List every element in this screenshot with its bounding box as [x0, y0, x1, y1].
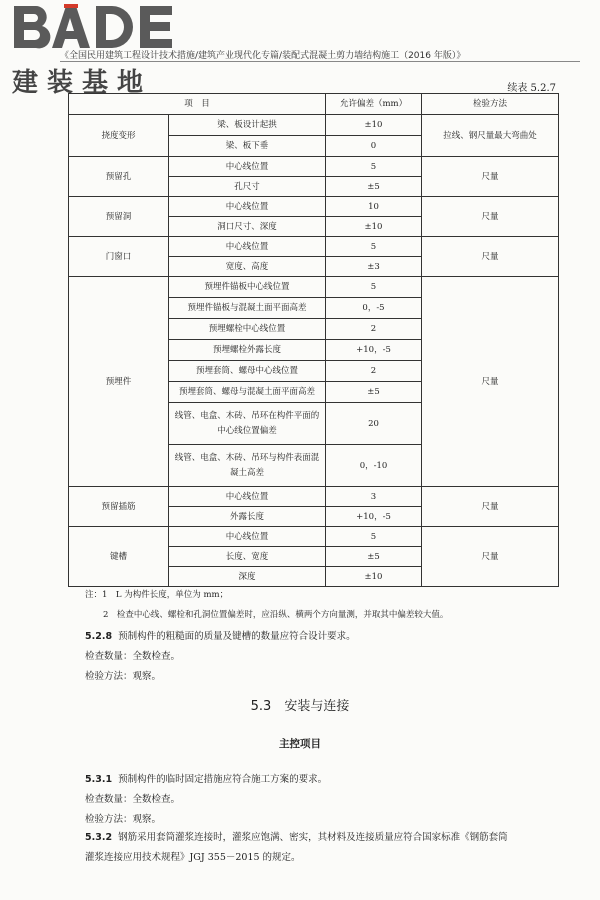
group-name: 挠度变形: [69, 115, 169, 157]
item-name: 深度: [169, 567, 326, 587]
check-method: 尺量: [422, 527, 559, 587]
note-2: 2 检查中心线、螺栓和孔洞位置偏差时，应沿纵、横两个方向量测，并取其中偏差较大值。: [103, 610, 449, 620]
item-name: 中心线位置: [169, 197, 326, 217]
table-header-row: [69, 94, 559, 115]
table-row: [69, 157, 559, 177]
item-name: 中心线位置: [169, 527, 326, 547]
header-rule: [60, 61, 580, 62]
tolerance-value: 0: [326, 136, 422, 157]
clause-5-3-1: [85, 770, 327, 830]
item-name: 预埋螺栓外露长度: [169, 340, 326, 361]
clause-text: 预制构件的临时固定措施应符合施工方案的要求。: [118, 774, 328, 785]
item-name: 中心线位置: [169, 487, 326, 507]
item-name: 线管、电盒、木砖、吊环与构件表面混凝土高差: [169, 445, 326, 487]
tolerance-value: 20: [326, 403, 422, 445]
table-row: [69, 197, 559, 217]
tolerance-value: 5: [326, 277, 422, 298]
table-row: [69, 115, 559, 136]
tolerance-value: 5: [326, 157, 422, 177]
item-name: 预埋套筒、螺母中心线位置: [169, 361, 326, 382]
clause-5-3-2: [85, 828, 570, 868]
item-name: 预埋件锚板中心线位置: [169, 277, 326, 298]
tolerance-value: 0，-5: [326, 298, 422, 319]
group-name: 门窗口: [69, 237, 169, 277]
tolerance-table: [68, 93, 559, 587]
item-name: 中心线位置: [169, 237, 326, 257]
tolerance-value: 3: [326, 487, 422, 507]
check-method: 尺量: [422, 237, 559, 277]
table-row: [69, 527, 559, 547]
check-quantity: 检查数量：全数检查。: [85, 794, 181, 805]
logo-subtitle: 建装基地: [12, 68, 153, 98]
section-title: 5.3 安装与连接: [250, 699, 350, 714]
tolerance-value: 0，-10: [326, 445, 422, 487]
clause-text: 钢筋采用套筒灌浆连接时，灌浆应饱满、密实，其材料及连接质量应符合国家标准《钢筋套筒: [118, 832, 508, 843]
table-notes: [85, 585, 448, 625]
tolerance-value: 5: [326, 527, 422, 547]
tolerance-value: 10: [326, 197, 422, 217]
header-method: 检验方法: [422, 94, 559, 115]
header-tolerance: 允许偏差（mm）: [326, 94, 422, 115]
table-row: [69, 237, 559, 257]
table-continuation-label: 续表 5.2.7: [507, 83, 556, 94]
clause-5-2-8: [85, 627, 356, 687]
check-method: 拉线、钢尺量最大弯曲处: [422, 115, 559, 157]
item-name: 长度、宽度: [169, 547, 326, 567]
check-method: 检验方法：观察。: [85, 814, 162, 825]
tolerance-value: ±5: [326, 382, 422, 403]
item-name: 梁、板下垂: [169, 136, 326, 157]
section-subtitle: 主控项目: [279, 738, 321, 750]
clause-number: 5.2.8: [85, 631, 113, 642]
clause-text-cont: 灌浆连接应用技术规程》JGJ 355－2015 的规定。: [85, 852, 301, 863]
item-name: 梁、板设计起拱: [169, 115, 326, 136]
item-name: 线管、电盒、木砖、吊环在构件平面的中心线位置偏差: [169, 403, 326, 445]
item-name: 外露长度: [169, 507, 326, 527]
check-quantity: 检查数量：全数检查。: [85, 651, 181, 662]
tolerance-value: 2: [326, 319, 422, 340]
tolerance-value: ±10: [326, 567, 422, 587]
tolerance-value: +10，-5: [326, 340, 422, 361]
clause-text: 预制构件的粗糙面的质量及键槽的数量应符合设计要求。: [118, 631, 356, 642]
check-method: 检验方法：观察。: [85, 671, 162, 682]
clause-number: 5.3.2: [85, 832, 113, 843]
header-item: 项 目: [69, 94, 326, 115]
tolerance-value: +10，-5: [326, 507, 422, 527]
running-header: 《全国民用建筑工程设计技术措施/建筑产业现代化专篇/装配式混凝土剪力墙结构施工（2016 年版）》: [60, 51, 466, 61]
group-name: 预埋件: [69, 277, 169, 487]
check-method: 尺量: [422, 277, 559, 487]
group-name: 预留孔: [69, 157, 169, 197]
tolerance-value: ±5: [326, 547, 422, 567]
tolerance-value: 2: [326, 361, 422, 382]
tolerance-value: ±10: [326, 115, 422, 136]
tolerance-value: ±5: [326, 177, 422, 197]
item-name: 宽度、高度: [169, 257, 326, 277]
item-name: 预埋件锚板与混凝土面平面高差: [169, 298, 326, 319]
table-row: [69, 277, 559, 298]
group-name: 预留插筋: [69, 487, 169, 527]
note-1: 注：1 L 为构件长度，单位为 mm；: [85, 590, 229, 600]
clause-number: 5.3.1: [85, 774, 113, 785]
tolerance-value: ±10: [326, 217, 422, 237]
item-name: 预埋套筒、螺母与混凝土面平面高差: [169, 382, 326, 403]
check-method: 尺量: [422, 487, 559, 527]
item-name: 预埋螺栓中心线位置: [169, 319, 326, 340]
tolerance-value: ±3: [326, 257, 422, 277]
item-name: 洞口尺寸、深度: [169, 217, 326, 237]
table-row: [69, 487, 559, 507]
group-name: 键槽: [69, 527, 169, 587]
check-method: 尺量: [422, 197, 559, 237]
tolerance-value: 5: [326, 237, 422, 257]
item-name: 中心线位置: [169, 157, 326, 177]
group-name: 预留洞: [69, 197, 169, 237]
check-method: 尺量: [422, 157, 559, 197]
item-name: 孔尺寸: [169, 177, 326, 197]
